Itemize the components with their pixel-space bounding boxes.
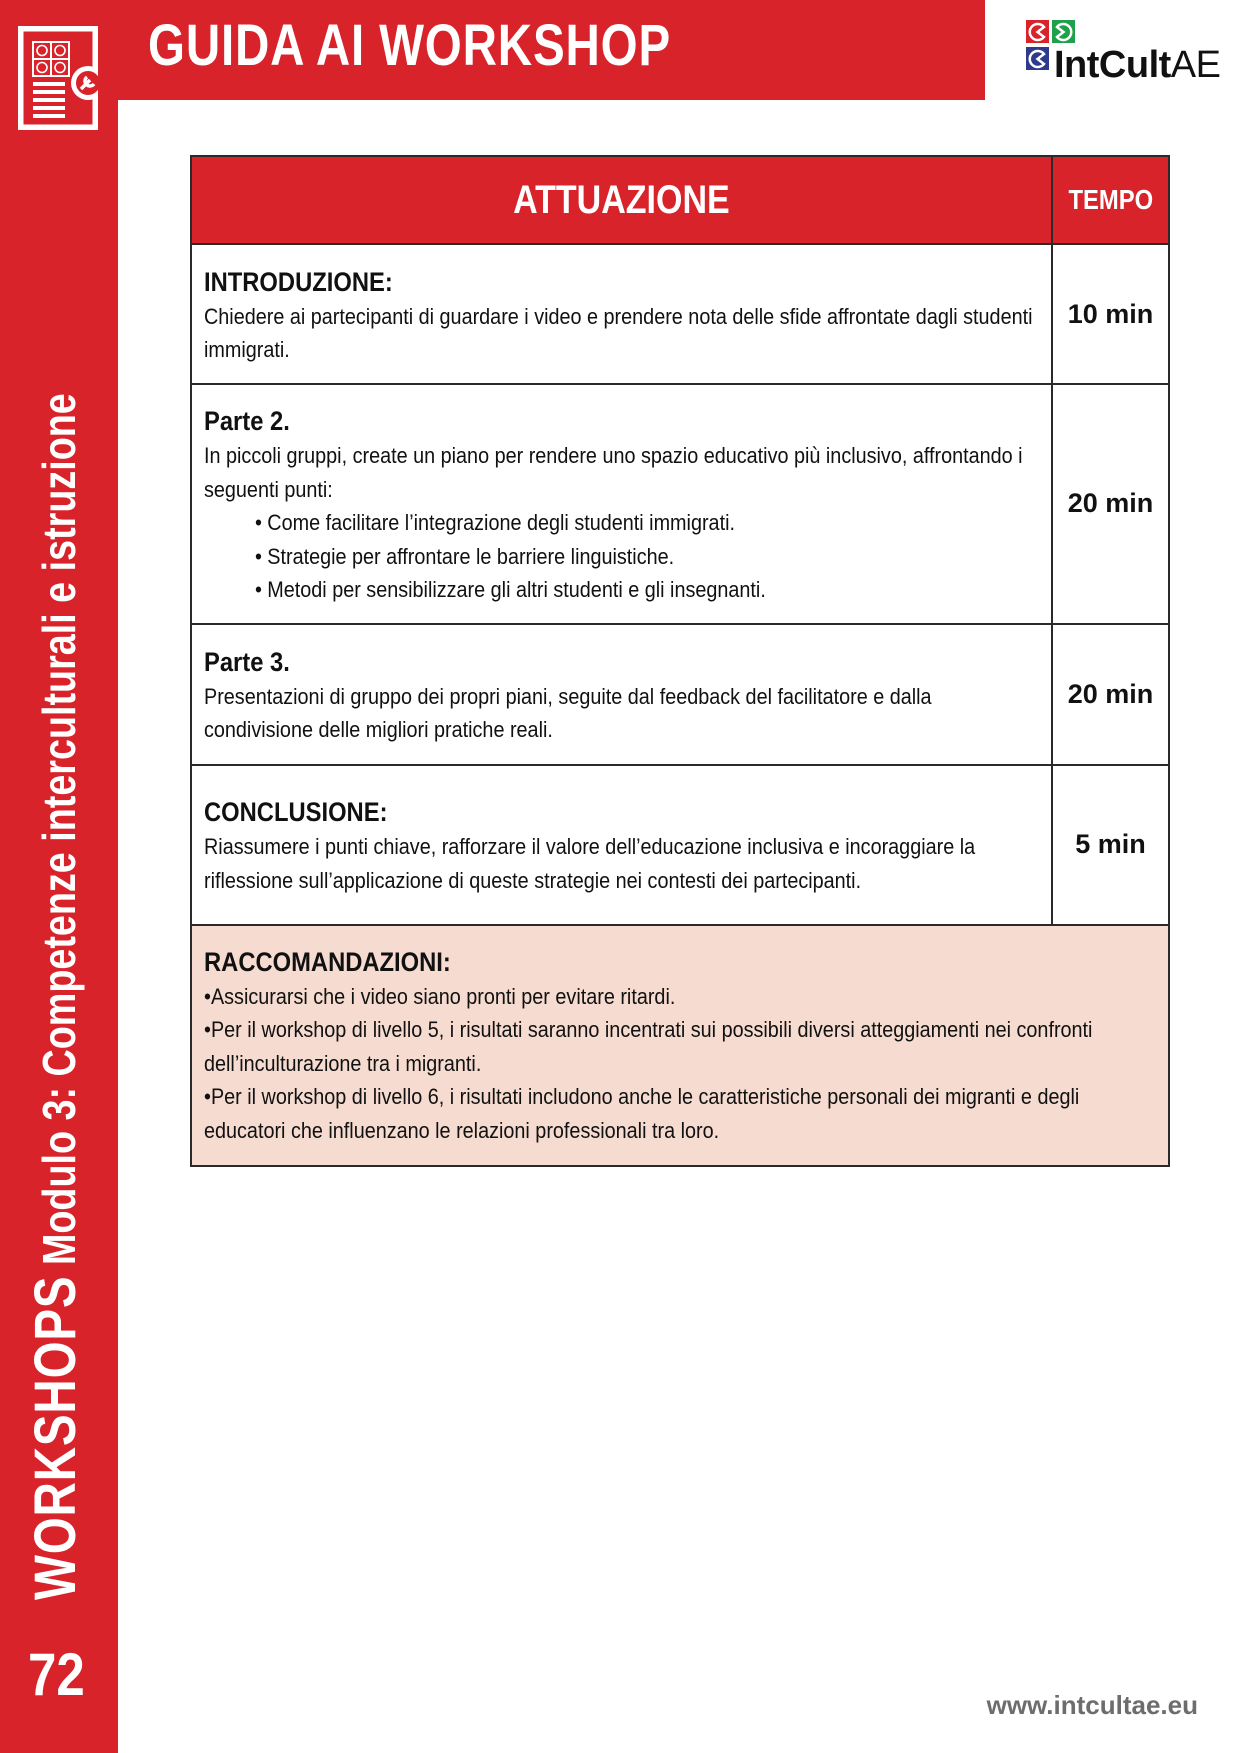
- activity-text: Chiedere ai partecipanti di guardare i video e prendere nota delle sfide affrontate dagli studenti immigrati.: [204, 303, 1033, 362]
- activity-cell: [191, 244, 1052, 384]
- recommendations-label: RACCOMANDAZIONI:: [204, 946, 451, 977]
- activity-label: Parte 2.: [204, 406, 290, 436]
- page-title: GUIDA AI WORKSHOP: [148, 13, 672, 78]
- header-activity-label: ATTUAZIONE: [513, 177, 730, 222]
- workshop-document-gear-icon: [18, 26, 98, 130]
- table-row: [191, 624, 1169, 765]
- table-row: [191, 244, 1169, 384]
- activity-label: INTRODUZIONE:: [204, 266, 393, 297]
- table-row: [191, 765, 1169, 925]
- time-cell: 20 min: [1052, 384, 1169, 624]
- bullet-text: Strategie per affrontare le barriere linguistiche.: [267, 543, 675, 569]
- activity-text: Presentazioni di gruppo dei propri piani, seguite dal feedback del facilitatore e dalla condivisione delle migliori pratiche reali.: [204, 683, 932, 742]
- logo-name-bold: IntCult: [1054, 44, 1171, 86]
- page-number: 72: [28, 1641, 85, 1708]
- time-cell: 20 min: [1052, 624, 1169, 765]
- header-time-label: TEMPO: [1068, 184, 1153, 215]
- time-cell: 5 min: [1052, 765, 1169, 925]
- recommendation-item: [204, 980, 1142, 1014]
- activity-label: Parte 3.: [204, 646, 290, 677]
- bullet-item: [255, 540, 1034, 574]
- logo-name-light: AE: [1170, 44, 1221, 86]
- time-cell: 10 min: [1052, 244, 1169, 384]
- recommendation-text: Assicurarsi che i video siano pronti per evitare ritardi.: [210, 983, 676, 1009]
- recommendations-row: [191, 925, 1169, 1167]
- recommendations-cell: [191, 925, 1169, 1167]
- table-row: [191, 384, 1169, 624]
- activity-text: Riassumere i punti chiave, rafforzare il valore dell’educazione inclusiva e incoraggiare la riflessione sull’applicazione di queste strategie nei contesti dei partecipanti.: [204, 834, 976, 893]
- activity-label: CONCLUSIONE:: [204, 797, 388, 827]
- logo-wordmark: [1054, 44, 1221, 87]
- recommendations-list: [204, 980, 1142, 1148]
- bullet-item: [255, 573, 1034, 607]
- table-header-row: [191, 156, 1169, 244]
- recommendation-item: [204, 1013, 1142, 1080]
- activity-cell: [191, 624, 1052, 765]
- bullet-text: Metodi per sensibilizzare gli altri studenti e gli insegnanti.: [267, 577, 766, 602]
- workshop-plan-table: [190, 155, 1170, 1167]
- sidebar-title: [22, 240, 89, 1600]
- activity-cell: [191, 384, 1052, 624]
- recommendation-item: [204, 1080, 1142, 1147]
- header-time: [1052, 156, 1169, 244]
- sidebar-title-module: Modulo 3: Competenze interculturali e istruzione: [33, 393, 85, 1276]
- recommendation-text: Per il workshop di livello 5, i risultati saranno incentrati sui possibili diversi atteggiamenti nei confronti dell’inculturazione tra i migranti.: [204, 1017, 1093, 1076]
- bullet-text: Come facilitare l’integrazione degli studenti immigrati.: [267, 510, 735, 535]
- bullet-item: [255, 506, 1034, 540]
- sidebar-title-strong: WORKSHOPS: [23, 1275, 88, 1600]
- website-link[interactable]: www.intcultae.eu: [986, 1690, 1198, 1720]
- activity-bullets: [204, 506, 1034, 607]
- header-activity: [191, 156, 1052, 244]
- activity-cell: [191, 765, 1052, 925]
- activity-text: In piccoli gruppi, create un piano per rendere uno spazio educativo più inclusivo, affrontando i seguenti punti:: [204, 443, 1023, 502]
- recommendation-text: Per il workshop di livello 6, i risultati includono anche le caratteristiche personali dei migranti e degli educatori che influenzano le relazioni professionali tra loro.: [204, 1084, 1080, 1143]
